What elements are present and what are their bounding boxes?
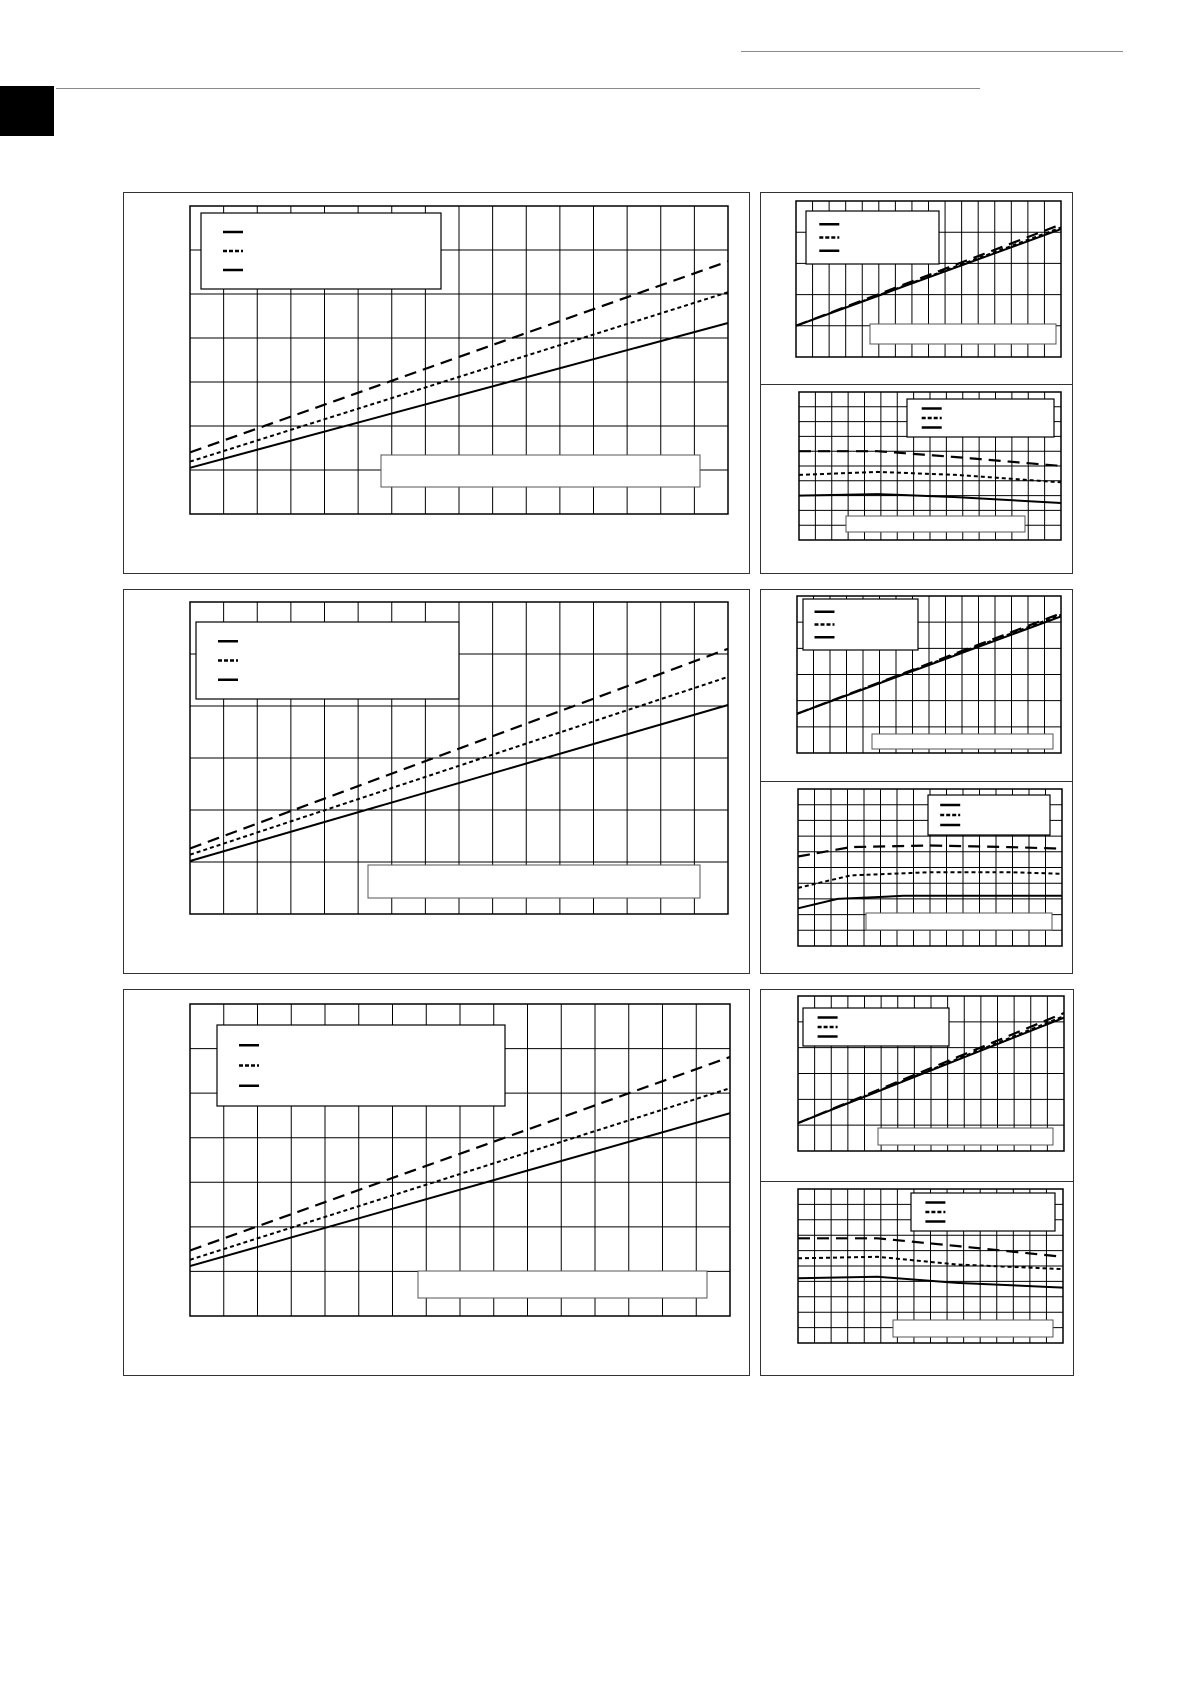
chart-2-info-box <box>368 865 700 898</box>
chart-9-info-box <box>893 1320 1053 1337</box>
chart-1-info-box <box>381 455 700 487</box>
chart-6-info-box <box>872 734 1053 749</box>
chart-3-info-box <box>418 1271 707 1298</box>
chart-2-legend <box>196 622 459 699</box>
chart-5-info-box <box>846 516 1025 532</box>
chart-7-info-box <box>866 913 1052 930</box>
chart-8-info-box <box>878 1128 1053 1145</box>
chart-6-legend <box>803 599 918 650</box>
chart-4-info-box <box>870 324 1056 344</box>
chart-3-legend <box>217 1025 505 1106</box>
